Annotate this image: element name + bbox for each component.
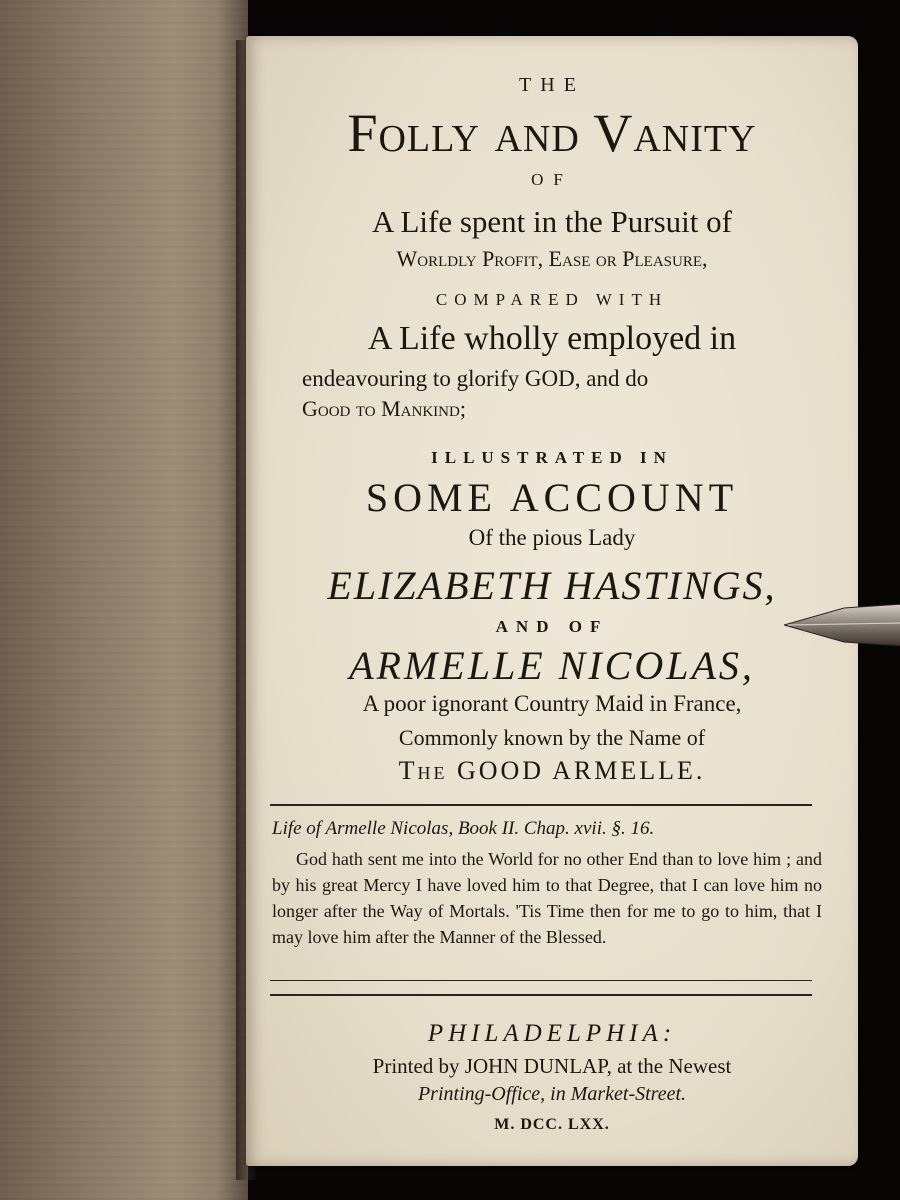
- life-employed-line: A Life wholly employed in: [367, 320, 737, 357]
- imprint-printer: Printed by JOHN DUNLAP, at the Newest: [372, 1054, 732, 1078]
- worldly-line: Worldly Profit, Ease or Pleasure,: [396, 246, 708, 271]
- bookmark-pointer-icon: [784, 604, 900, 646]
- nicolas-line: ARMELLE NICOLAS,: [349, 643, 755, 688]
- quote-source: Life of Armelle Nicolas, Book II. Chap. xvii. §. 16.: [272, 818, 655, 839]
- compared-line: COMPARED WITH: [435, 290, 669, 309]
- good-armelle-line: The GOOD ARMELLE.: [398, 756, 706, 785]
- imprint-city: PHILADELPHIA:: [427, 1020, 677, 1047]
- left-page-edge: [0, 0, 248, 1200]
- imprint-office: Printing-Office, in Market-Street.: [417, 1083, 687, 1105]
- imprint-date: M. DCC. LXX.: [494, 1116, 610, 1133]
- hastings-line: ELIZABETH HASTINGS,: [327, 563, 777, 608]
- life-pursuit-line: A Life spent in the Pursuit of: [372, 204, 732, 239]
- double-rule-upper: [270, 980, 812, 981]
- top-rule: [270, 804, 812, 806]
- illustrated-line: ILLUSTRATED IN: [431, 448, 673, 467]
- pious-lady-line: Of the pious Lady: [468, 525, 636, 550]
- country-maid-line: A poor ignorant Country Maid in France,: [362, 691, 742, 716]
- double-rule-lower: [270, 994, 812, 996]
- commonly-known-line: Commonly known by the Name of: [398, 725, 706, 750]
- title-page: [246, 36, 858, 1166]
- main-title: Folly and Vanity: [347, 103, 757, 163]
- endeavouring-line: endeavouring to glorify GOD, and do: [302, 366, 649, 391]
- good-mankind-line: Good to Mankind;: [302, 396, 466, 421]
- and-of-line: AND OF: [495, 617, 609, 636]
- some-account-line: SOME ACCOUNT: [365, 475, 739, 520]
- of-line: OF: [531, 170, 573, 189]
- epigraph-quote: God hath sent me into the World for no other End than to love him ; and by his great Mercy I have loved him to that Degree, that I can love him no longer after the Way of Mortals. 'Tis Time then for me to go to him, that I may love him after the Manner of the Blessed.: [272, 849, 822, 947]
- the-line: THE: [519, 74, 585, 96]
